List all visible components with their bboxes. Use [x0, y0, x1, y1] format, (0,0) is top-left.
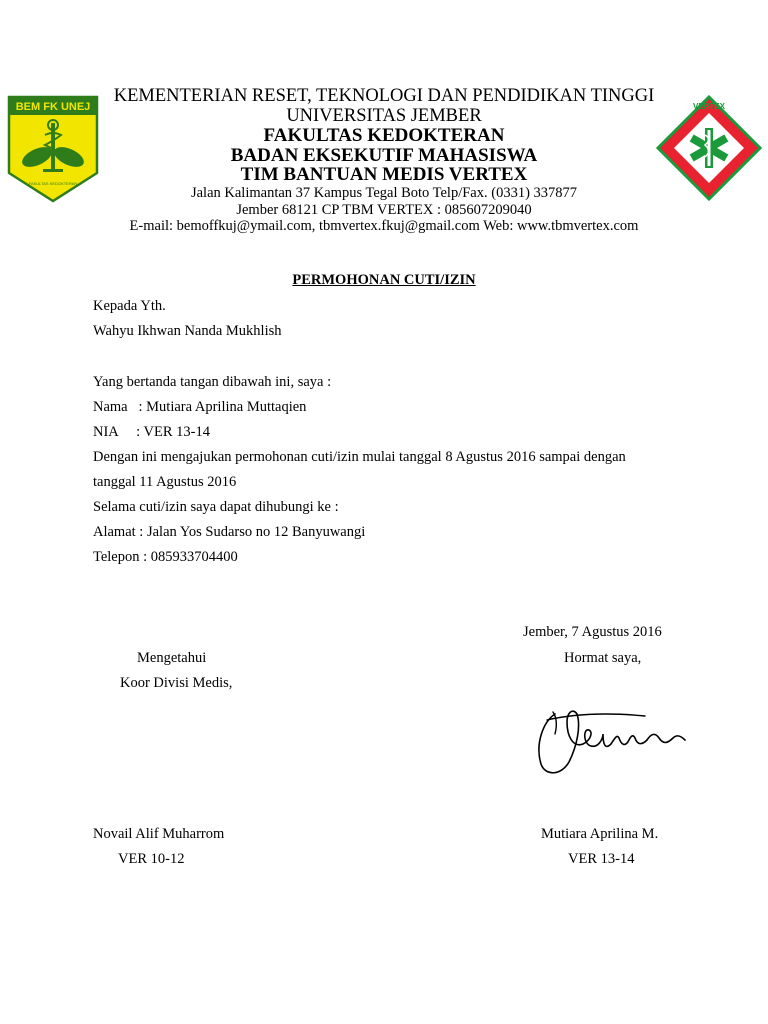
- faculty-name: FAKULTAS KEDOKTERAN: [263, 125, 505, 146]
- regards-label: Hormat saya,: [564, 650, 642, 666]
- svg-text:FAKULTAS KEDOKTERAN: FAKULTAS KEDOKTERAN: [28, 181, 78, 186]
- request-line-2: tanggal 11 Agustus 2016: [93, 474, 237, 490]
- nia-line: NIA : VER 13-14: [93, 424, 210, 440]
- address-line-2: Jember 68121 CP TBM VERTEX : 085607209040: [236, 202, 532, 218]
- letter-title: PERMOHONAN CUTI/IZIN: [292, 272, 476, 288]
- handwritten-signature: [533, 704, 693, 780]
- ministry-name: KEMENTERIAN RESET, TEKNOLOGI DAN PENDIDIKAN TINGGI: [113, 86, 655, 106]
- contact-intro: Selama cuti/izin saya dapat dihubungi ke :: [93, 499, 339, 515]
- applicant-name: Mutiara Aprilina M.: [541, 826, 659, 842]
- board-name: BADAN EKSEKUTIF MAHASISWA: [230, 145, 538, 166]
- recipient-name: Wahyu Ikhwan Nanda Mukhlish: [93, 323, 282, 339]
- svg-text:BEM FK UNEJ: BEM FK UNEJ: [15, 101, 91, 113]
- coordinator-name: Novail Alif Muharrom: [93, 826, 225, 842]
- acknowledged-label: Mengetahui: [137, 650, 207, 666]
- place-date: Jember, 7 Agustus 2016: [523, 624, 662, 640]
- leave-phone: Telepon : 085933704400: [93, 549, 238, 565]
- recipient-label: Kepada Yth.: [93, 298, 166, 314]
- coordinator-title: Koor Divisi Medis,: [120, 675, 233, 691]
- intro-text: Yang bertanda tangan dibawah ini, saya :: [93, 374, 332, 390]
- address-line-1: Jalan Kalimantan 37 Kampus Tegal Boto Telp/Fax. (0331) 337877: [190, 185, 578, 201]
- university-name: UNIVERSITAS JEMBER: [286, 106, 482, 126]
- leave-address: Alamat : Jalan Yos Sudarso no 12 Banyuwangi: [93, 524, 366, 540]
- coordinator-id: VER 10-12: [118, 851, 185, 867]
- request-line-1: Dengan ini mengajukan permohonan cuti/izin mulai tanggal 8 Agustus 2016 sampai dengan: [93, 449, 626, 465]
- svg-text:VERTEX: VERTEX: [692, 102, 726, 111]
- applicant-id: VER 13-14: [568, 851, 635, 867]
- contact-line: E-mail: bemoffkuj@ymail.com, tbmvertex.fkuj@gmail.com Web: www.tbmvertex.com: [129, 218, 639, 234]
- name-line: Nama : Mutiara Aprilina Muttaqien: [93, 399, 307, 415]
- team-name: TIM BANTUAN MEDIS VERTEX: [240, 164, 528, 185]
